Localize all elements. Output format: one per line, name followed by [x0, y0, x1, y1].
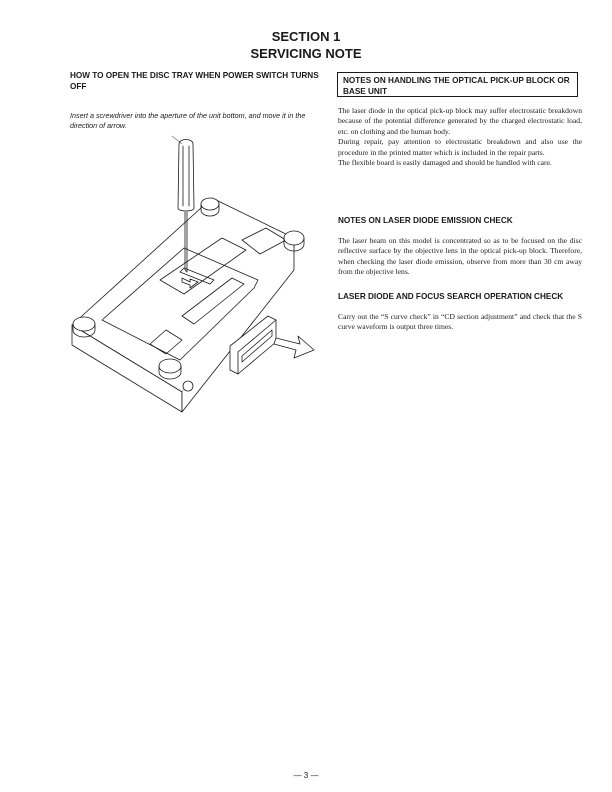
section-title	[0, 28, 612, 62]
focus-search-text: Carry out the “S curve check” in “CD section adjustment” and check that the S curve waveform is output three times.	[338, 312, 582, 332]
handling-paragraph: The flexible board is easily damaged and should be handled with care.	[338, 158, 552, 168]
disc-tray-caption: Insert a screwdriver into the aperture of the unit bottom, and move it in the direction of arrow.	[70, 111, 306, 130]
handling-notes-text	[338, 106, 582, 168]
handling-paragraph: During repair, pay attention to electrostatic breakdown and also use the procedure in the printed matter which is included in the repair parts.	[338, 137, 582, 157]
handling-paragraph: The laser diode in the optical pick-up block may suffer electrostatic breakdown because of the potential difference generated by the charged electrostatic load, etc. on clothing and the human body.	[338, 106, 582, 136]
page-number: — 3 —	[293, 771, 319, 780]
focus-search-heading: LASER DIODE AND FOCUS SEARCH OPERATION CHECK	[338, 292, 564, 301]
section-number: SECTION 1	[271, 29, 341, 44]
unit-bottom-illustration	[62, 130, 324, 420]
disc-tray-heading: HOW TO OPEN THE DISC TRAY WHEN POWER SWITCH TURNS OFF	[70, 71, 319, 91]
arrow-icon	[274, 336, 314, 358]
unit-bottom-drawing	[72, 198, 304, 412]
section-name: SERVICING NOTE	[250, 46, 362, 61]
handling-notes-heading: NOTES ON HANDLING THE OPTICAL PICK-UP BLOCK OR BASE UNIT	[337, 72, 578, 97]
emission-check-text: The laser beam on this model is concentrated so as to be focused on the disc reflective surface by the objective lens in the optical pick-up block. Therefore, when checking the laser diode emission, observe from more than 30 cm away from the objective lens.	[338, 236, 582, 277]
emission-check-heading: NOTES ON LASER DIODE EMISSION CHECK	[338, 216, 513, 225]
